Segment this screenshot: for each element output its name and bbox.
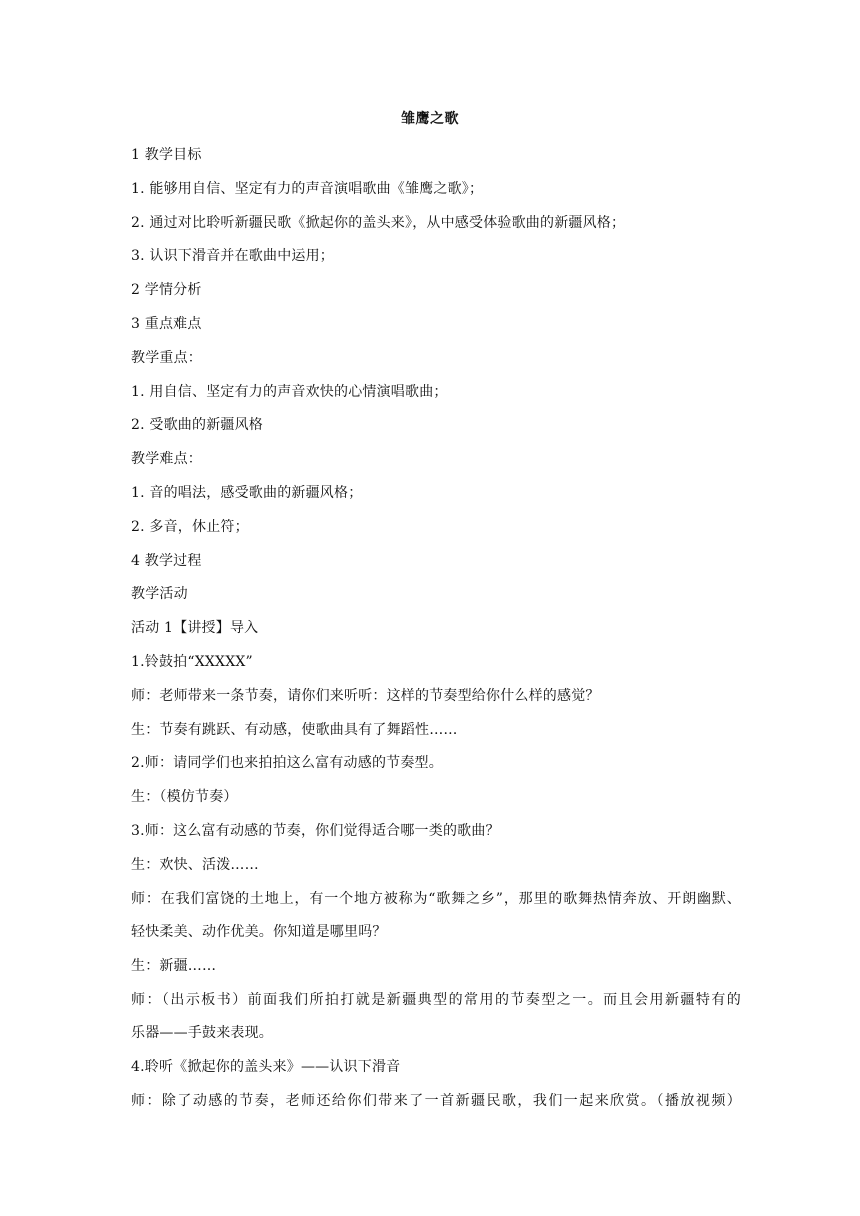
paragraph-line: 2. 多音，休止符；	[131, 518, 249, 535]
paragraph-line: 2. 通过对比聆听新疆民歌《掀起你的盖头来》，从中感受体验歌曲的新疆风格；	[131, 214, 626, 231]
paragraph-line: 生：欢快、活泼……	[131, 856, 259, 873]
section-heading-objectives: 1 教学目标	[131, 147, 202, 163]
section-heading-process: 4 教学过程	[131, 552, 202, 569]
paragraph-line: 生：新疆……	[131, 957, 217, 974]
paragraph-line: 师：（出示板书）前面我们所拍打就是新疆典型的常用的节奏型之一。而且会用新疆特有的	[131, 991, 741, 1008]
paragraph-line: 1. 能够用自信、坚定有力的声音演唱歌曲《雏鹰之歌》；	[131, 180, 484, 197]
paragraph-line: 2.师：请同学们也来拍拍这么富有动感的节奏型。	[131, 755, 443, 772]
paragraph-line: 3.师：这么富有动感的节奏，你们觉得适合哪一类的歌曲？	[131, 822, 500, 839]
paragraph-line: 1.铃鼓拍“XXXXX”	[131, 653, 253, 670]
paragraph-line: 3. 认识下滑音并在歌曲中运用；	[131, 248, 335, 265]
paragraph-line: 教学难点：	[131, 451, 202, 468]
paragraph-line: 轻快柔美、动作优美。你知道是哪里吗？	[131, 923, 387, 940]
paragraph-line: 师：老师带来一条节奏，请你们来听听：这样的节奏型给你什么样的感觉？	[131, 687, 600, 704]
section-heading-analysis: 2 学情分析	[131, 282, 202, 299]
paragraph-line: 生：节奏有跳跃、有动感，使歌曲具有了舞蹈性……	[131, 721, 458, 738]
paragraph-line: 活动 1【讲授】导入	[131, 620, 259, 637]
paragraph-line: 2. 受歌曲的新疆风格	[131, 417, 264, 434]
paragraph-line: 4.聆听《掀起你的盖头来》——认识下滑音	[131, 1058, 401, 1075]
section-heading-key-points: 3 重点难点	[131, 315, 202, 332]
paragraph-line: 师：除了动感的节奏，老师还给你们带来了一首新疆民歌，我们一起来欣赏。（播放视频）	[131, 1092, 741, 1109]
paragraph-line: 生：（模仿节奏）	[131, 789, 238, 806]
paragraph-line: 师：在我们富饶的土地上，有一个地方被称为“歌舞之乡”，那里的歌舞热情奔放、开朗幽默、	[131, 890, 741, 907]
paragraph-line: 教学活动	[131, 586, 188, 603]
paragraph-line: 1. 音的唱法，感受歌曲的新疆风格；	[131, 484, 363, 501]
document-body	[131, 144, 741, 1123]
paragraph-line: 教学重点：	[131, 349, 202, 366]
document-title: 雏鹰之歌	[401, 111, 459, 127]
paragraph-line: 1. 用自信、坚定有力的声音欢快的心情演唱歌曲；	[131, 383, 448, 400]
paragraph-line: 乐器——手鼓来表现。	[131, 1024, 273, 1041]
